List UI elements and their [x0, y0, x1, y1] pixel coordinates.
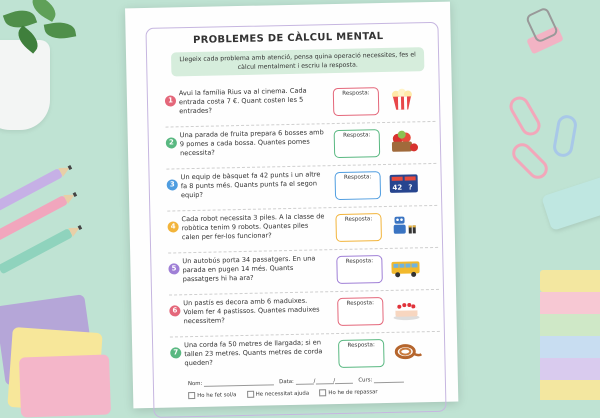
problem-number: 2	[166, 137, 177, 148]
rope-icon	[392, 340, 422, 363]
problem-1	[165, 80, 436, 126]
answer-label: Resposta:	[344, 216, 373, 223]
answer-label: Resposta:	[345, 258, 374, 265]
worksheet-title: PROBLEMES DE CÀLCUL MENTAL	[192, 31, 384, 46]
problem-number: 7	[170, 347, 181, 358]
plant-leaves	[0, 0, 90, 70]
check-label: He necessitat ajuda	[255, 390, 310, 398]
problem-number: 6	[169, 305, 180, 316]
answer-label: Resposta:	[346, 300, 375, 307]
binder-clip	[520, 10, 570, 50]
answer-label: Resposta:	[343, 174, 372, 181]
name-label: Nom:	[187, 380, 203, 388]
sticky-notes	[540, 270, 600, 400]
problem-6	[169, 290, 440, 336]
check-label: Ho he de repassar	[328, 389, 378, 397]
checkbox[interactable]	[188, 392, 195, 399]
date-day-field[interactable]	[295, 378, 313, 385]
svg-text:42: 42	[392, 183, 403, 192]
check-label: Ho he fet sol/a	[197, 392, 237, 399]
cake-icon	[391, 298, 421, 321]
scoreboard-icon	[389, 172, 419, 195]
answer-label: Resposta:	[347, 342, 375, 349]
problem-text: Un equip de bàsquet fa 42 punts i un altre fa 8 punts més. Quants punts fa el segon equip?	[180, 170, 321, 199]
problem-text: Un pastís es decora amb 6 maduixes. Volem fer 4 pastissos. Quantes maduixes necessitem?	[183, 296, 320, 325]
checkbox[interactable]	[247, 391, 254, 398]
problem-number: 5	[168, 263, 179, 274]
robot-icon	[389, 214, 419, 237]
paperclip-icon	[552, 114, 579, 159]
checkbox[interactable]	[319, 389, 326, 396]
name-field[interactable]	[204, 378, 274, 386]
paperclip-icon	[506, 93, 544, 139]
date-separator: /	[333, 378, 336, 385]
instructions-box: Llegeix cada problema amb atenció, pensa quina operació necessites, fes el càlcul mentalment i escriu la resposta.	[171, 47, 424, 76]
problem-3	[166, 164, 437, 210]
pencil-mint	[0, 228, 73, 274]
notebook-pink	[19, 354, 111, 417]
answer-box[interactable]	[336, 255, 383, 284]
answer-label: Resposta:	[342, 132, 371, 139]
answer-box[interactable]	[335, 171, 382, 200]
problem-text: Un autobús porta 34 passatgers. En una parada en pugen 14 més. Quants passatgers hi ha ara?	[182, 254, 316, 283]
date-month-field[interactable]	[315, 377, 336, 385]
problem-7	[170, 332, 441, 378]
bus-icon	[390, 256, 420, 279]
date-year-field[interactable]	[335, 377, 353, 384]
apple-basket-icon	[388, 130, 418, 153]
paperclip-icon	[508, 139, 552, 183]
course-field[interactable]	[374, 376, 404, 384]
problem-5	[168, 248, 439, 294]
answer-box[interactable]	[335, 213, 382, 242]
popcorn-icon	[387, 88, 417, 111]
worksheet	[125, 2, 458, 409]
answer-box[interactable]	[338, 339, 385, 368]
problem-2	[166, 122, 437, 168]
date-label: Data:	[279, 378, 294, 386]
problem-number: 3	[167, 179, 178, 190]
date-separator: /	[313, 378, 316, 385]
answer-box[interactable]	[337, 297, 384, 326]
problem-text: Avui la família Rius va al cinema. Cada entrada costa 7 €. Quant costen les 5 entrades?	[178, 86, 307, 115]
svg-text:?: ?	[408, 183, 413, 192]
answer-label: Resposta:	[342, 90, 370, 97]
problem-number: 1	[165, 95, 176, 106]
problem-number: 4	[168, 221, 179, 232]
problem-text: Una parada de fruita prepara 6 bosses amb 9 pomes a cada bossa. Quantes pomes necessita?	[179, 128, 324, 157]
problem-text: Una corda fa 50 metres de llargada; si en tallen 23 metres. Quants metres de corda queden?	[184, 338, 323, 367]
eraser	[541, 175, 600, 231]
answer-box[interactable]	[334, 129, 381, 158]
answer-box[interactable]	[333, 87, 380, 116]
problem-4	[167, 206, 438, 252]
problem-text: Cada robot necessita 3 piles. A la classe de robòtica tenim 9 robots. Quantes piles calen per fer-los funcionar?	[181, 212, 325, 241]
course-label: Curs:	[358, 377, 373, 384]
